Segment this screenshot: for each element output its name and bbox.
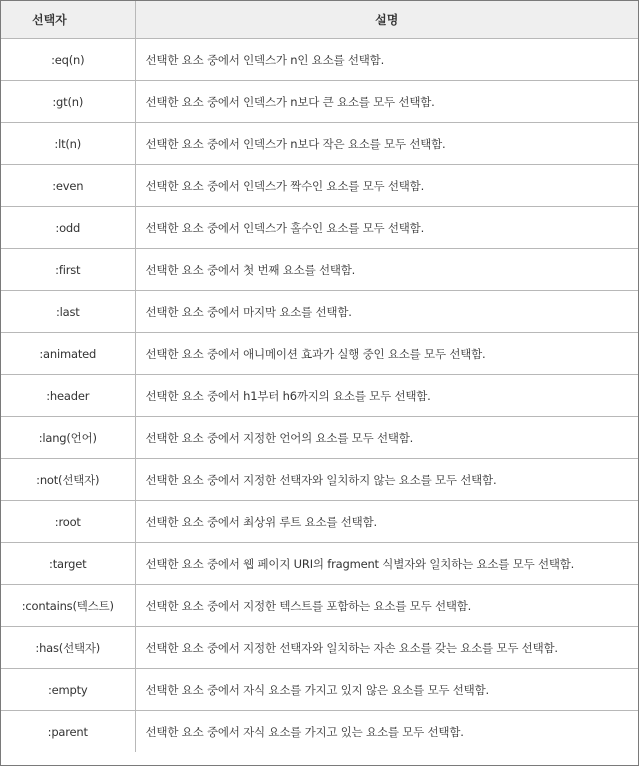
table-row bbox=[1, 417, 638, 459]
description-cell: 선택한 요소 중에서 지정한 선택자와 일치하지 않는 요소를 모두 선택함. bbox=[135, 459, 638, 501]
selector-cell: :gt(n) bbox=[1, 81, 135, 123]
selector-cell: :parent bbox=[1, 711, 135, 753]
selector-cell: :contains(텍스트) bbox=[1, 585, 135, 627]
table-row bbox=[1, 669, 638, 711]
description-cell: 선택한 요소 중에서 인덱스가 n인 요소를 선택함. bbox=[135, 39, 638, 81]
description-cell: 선택한 요소 중에서 인덱스가 홀수인 요소를 모두 선택함. bbox=[135, 207, 638, 249]
table-row bbox=[1, 501, 638, 543]
description-cell: 선택한 요소 중에서 인덱스가 n보다 작은 요소를 모두 선택함. bbox=[135, 123, 638, 165]
selector-cell: :root bbox=[1, 501, 135, 543]
table-row bbox=[1, 123, 638, 165]
description-cell: 선택한 요소 중에서 애니메이션 효과가 실행 중인 요소를 모두 선택함. bbox=[135, 333, 638, 375]
description-cell: 선택한 요소 중에서 지정한 선택자와 일치하는 자손 요소를 갖는 요소를 모두 선택함. bbox=[135, 627, 638, 669]
selector-cell: :eq(n) bbox=[1, 39, 135, 81]
selector-cell: :first bbox=[1, 249, 135, 291]
table-row bbox=[1, 543, 638, 585]
selector-cell: :animated bbox=[1, 333, 135, 375]
table-row bbox=[1, 459, 638, 501]
table-row bbox=[1, 207, 638, 249]
description-cell: 선택한 요소 중에서 마지막 요소를 선택함. bbox=[135, 291, 638, 333]
header-row bbox=[1, 1, 638, 39]
selector-cell: :header bbox=[1, 375, 135, 417]
table-row bbox=[1, 333, 638, 375]
description-cell: 선택한 요소 중에서 웹 페이지 URI의 fragment 식별자와 일치하는 요소를 모두 선택함. bbox=[135, 543, 638, 585]
table-row bbox=[1, 627, 638, 669]
column-header-selector: 선택자 bbox=[1, 1, 135, 39]
description-cell: 선택한 요소 중에서 인덱스가 n보다 큰 요소를 모두 선택함. bbox=[135, 81, 638, 123]
selector-cell: :not(선택자) bbox=[1, 459, 135, 501]
description-cell: 선택한 요소 중에서 최상위 루트 요소를 선택함. bbox=[135, 501, 638, 543]
description-cell: 선택한 요소 중에서 지정한 언어의 요소를 모두 선택함. bbox=[135, 417, 638, 459]
column-header-description: 설명 bbox=[135, 1, 638, 39]
description-cell: 선택한 요소 중에서 첫 번째 요소를 선택함. bbox=[135, 249, 638, 291]
description-cell: 선택한 요소 중에서 자식 요소를 가지고 있지 않은 요소를 모두 선택함. bbox=[135, 669, 638, 711]
table-row bbox=[1, 39, 638, 81]
table-row bbox=[1, 711, 638, 753]
selector-table bbox=[1, 1, 638, 752]
description-cell: 선택한 요소 중에서 지정한 텍스트를 포함하는 요소를 모두 선택함. bbox=[135, 585, 638, 627]
table-row bbox=[1, 165, 638, 207]
selector-cell: :last bbox=[1, 291, 135, 333]
selector-cell: :empty bbox=[1, 669, 135, 711]
description-cell: 선택한 요소 중에서 인덱스가 짝수인 요소를 모두 선택함. bbox=[135, 165, 638, 207]
selector-cell: :lang(언어) bbox=[1, 417, 135, 459]
table-row bbox=[1, 375, 638, 417]
table-row bbox=[1, 585, 638, 627]
table-row bbox=[1, 291, 638, 333]
table-row bbox=[1, 249, 638, 291]
selector-cell: :odd bbox=[1, 207, 135, 249]
selector-cell: :has(선택자) bbox=[1, 627, 135, 669]
selector-cell: :target bbox=[1, 543, 135, 585]
description-cell: 선택한 요소 중에서 자식 요소를 가지고 있는 요소를 모두 선택함. bbox=[135, 711, 638, 753]
description-cell: 선택한 요소 중에서 h1부터 h6까지의 요소를 모두 선택함. bbox=[135, 375, 638, 417]
selector-cell: :lt(n) bbox=[1, 123, 135, 165]
selector-cell: :even bbox=[1, 165, 135, 207]
table-row bbox=[1, 81, 638, 123]
